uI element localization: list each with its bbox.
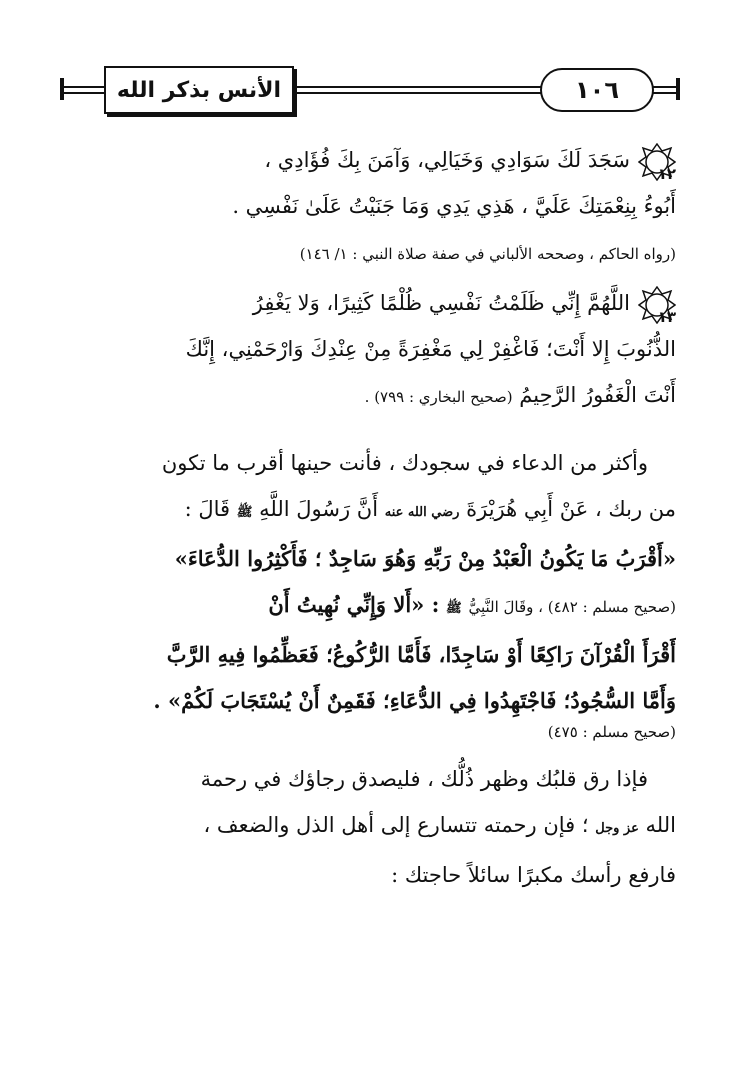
honorific-radiallah: رضي الله عنه	[384, 505, 460, 520]
para1-line-2: من ربك ، عَنْ أَبِي هُرَيْرَةَ رضي الله عنه أَنَّ رَسُولَ اللَّهِ ﷺ قَالَ :	[184, 497, 676, 521]
para1-line-4: (صحيح مسلم : ٤٨٢) ، وقَالَ النَّبِيُّ ﷺ : «أَلا وَإِنِّي نُهِيتُ أَنْ	[268, 592, 676, 617]
dua-12-line-2: أَبُوءُ بِنِعْمَتِكَ عَلَيَّ ، هَذِي يَدِي وَمَا جَنَيْتُ عَلَىٰ نَفْسِي .	[232, 194, 676, 218]
dua-12	[66, 137, 676, 229]
para2-line-1: فإذا رق قلبُك وظهر ذُلُّك ، فليصدق رجاؤك في رحمة	[200, 767, 648, 791]
dua-12-line-1	[66, 137, 676, 183]
honorific-azza-wajal: عز وجل	[595, 821, 639, 836]
reference-muslim-475: (صحيح مسلم : ٤٧٥)	[547, 723, 676, 741]
dua-12-text-1: سَجَدَ لَكَ سَوَادِي وَخَيَالِي، وَآمَنَ بِكَ فُؤَادِي ،	[264, 148, 630, 172]
dua-13-text-1: اللَّهُمَّ إِنِّي ظَلَمْتُ نَفْسِي ظُلْمًا كَثِيرًا، وَلا يَغْفِرُ	[252, 291, 630, 315]
para1-line-1: وأكثر من الدعاء في سجودك ، فأنت حينها أقرب ما تكون	[161, 451, 648, 475]
honorific-salawat-2: ﷺ	[446, 601, 462, 616]
honorific-salawat: ﷺ	[236, 505, 253, 520]
number-badge-12: ١٢	[638, 143, 676, 181]
header-right-bar	[676, 78, 680, 100]
para2-line-3: فارفع رأسك مكبرًا سائلاً حاجتك :	[391, 863, 676, 887]
dua-13-text-3: أَنْتَ الْغَفُورُ الرَّحِيمُ	[519, 383, 676, 407]
paragraph-sujood	[66, 440, 676, 724]
paragraph-rahma	[66, 756, 676, 898]
dua-13-line-1	[66, 280, 676, 326]
number-badge-13: ١٣	[638, 286, 676, 324]
book-title: الأنس بذكر الله	[104, 66, 294, 114]
page-header	[60, 62, 680, 116]
dua-13-line-2: الذُّنُوبَ إِلا أَنْتَ؛ فَاغْفِرْ لِي مَغْفِرَةً مِنْ عِنْدِكَ وَارْحَمْنِي، إِنَّكَ	[185, 337, 676, 361]
para1-line-3: «أَقْرَبُ مَا يَكُونُ الْعَبْدُ مِنْ رَبِّهِ وَهُوَ سَاجِدٌ ؛ فَأَكْثِرُوا الدُّعَاءَ»	[174, 546, 676, 571]
para1-line-6: وَأَمَّا السُّجُودُ؛ فَاجْتَهِدُوا فِي الدُّعَاءِ؛ فَقَمِنٌ أَنْ يُسْتَجَابَ لَكُمْ» .	[153, 688, 676, 713]
reference-13: (صحيح البخاري : ٧٩٩) .	[364, 388, 513, 406]
reference-12: (رواه الحاكم ، وصححه الألباني في صفة صلاة النبي : ١/ ١٤٦)	[299, 245, 676, 263]
dua-13	[66, 280, 676, 418]
para1-line-5: أَقْرَأَ الْقُرْآنَ رَاكِعًا أَوْ سَاجِدًا، فَأَمَّا الرُّكُوعُ؛ فَعَظِّمُوا فِيهِ الرَّبَّ	[166, 642, 676, 667]
page-number: ١٠٦	[540, 68, 654, 112]
dua-13-line-3	[66, 372, 676, 418]
header-left-bar	[60, 78, 64, 100]
para2-line-2: الله عز وجل ؛ فإن رحمته تتسارع إلى أهل الذل والضعف ،	[203, 813, 676, 837]
